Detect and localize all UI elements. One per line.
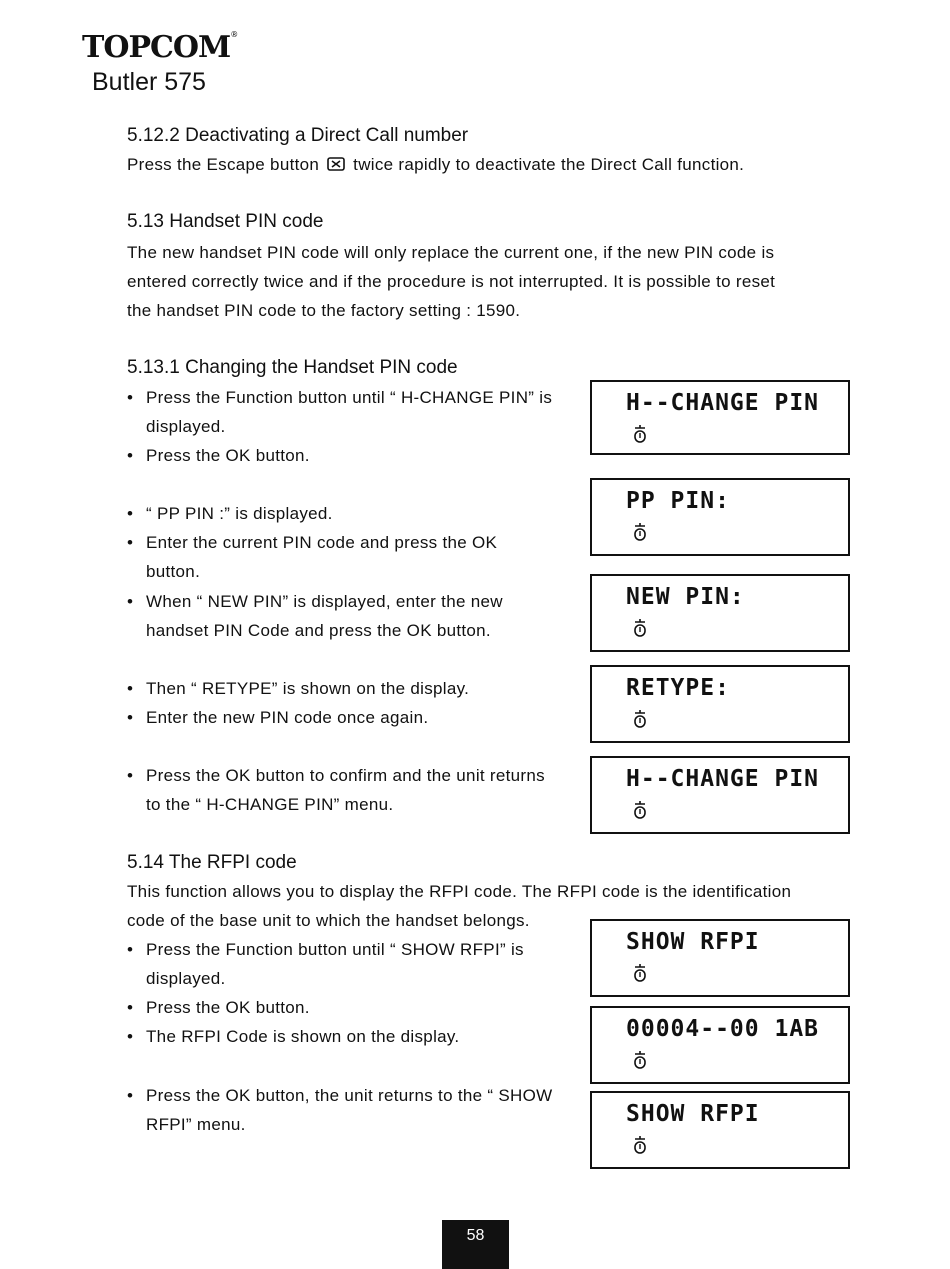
section-heading-5-13-1: 5.13.1 Changing the Handset PIN code — [127, 357, 458, 378]
bullet-item: • Press the OK button. — [127, 993, 586, 1022]
lcd-display — [590, 380, 850, 455]
bullet-item: • Press the OK button, the unit returns to the “ SHOW RFPI” menu. — [127, 1081, 556, 1139]
paragraph-line: the handset PIN code to the factory setting : 1590. — [127, 301, 521, 320]
handset-icon — [632, 1135, 648, 1155]
lcd-text: H--CHANGE PIN — [626, 766, 820, 792]
paragraph-pin-intro — [127, 238, 775, 325]
lcd-display — [590, 756, 850, 834]
handset-icon — [632, 800, 648, 820]
handset-icon — [632, 424, 648, 444]
lcd-display — [590, 1091, 850, 1169]
handset-icon — [632, 522, 648, 542]
bullet-item: • Press the OK button. — [127, 441, 586, 470]
lcd-text: 00004--00 1AB — [626, 1016, 820, 1042]
lcd-text: RETYPE: — [626, 675, 730, 701]
bullet-item: • When “ NEW PIN” is displayed, enter the new handset PIN Code and press the OK button. — [127, 587, 566, 645]
lcd-text: H--CHANGE PIN — [626, 390, 820, 416]
paragraph-escape — [127, 150, 744, 179]
lcd-display — [590, 574, 850, 652]
bullet-item: • Enter the current PIN code and press the OK button. — [127, 528, 521, 586]
lcd-text: SHOW RFPI — [626, 1101, 760, 1127]
handset-icon — [632, 709, 648, 729]
paragraph-rfpi-intro: This function allows you to display the RFPI code. The RFPI code is the identification — [127, 882, 792, 901]
escape-icon — [327, 156, 345, 172]
lcd-text: NEW PIN: — [626, 584, 745, 610]
page-number: 58 — [442, 1220, 509, 1269]
brand-logo: TOPCOM® — [82, 30, 238, 65]
paragraph-escape-pre: Press the Escape button — [127, 155, 325, 174]
lcd-display — [590, 1006, 850, 1084]
bullet-item: • Then “ RETYPE” is shown on the display. — [127, 674, 586, 703]
bullet-item: • Press the Function button until “ H-CHANGE PIN” is displayed. — [127, 383, 586, 441]
section-heading-5-14: 5.14 The RFPI code — [127, 852, 297, 873]
paragraph-rfpi-intro: code of the base unit to which the handset belongs. — [127, 911, 530, 930]
section-heading-5-13: 5.13 Handset PIN code — [127, 211, 324, 232]
bullet-item: • Enter the new PIN code once again. — [127, 703, 586, 732]
lcd-display — [590, 478, 850, 556]
bullet-item: • Press the Function button until “ SHOW RFPI” is displayed. — [127, 935, 566, 993]
paragraph-line: entered correctly twice and if the procedure is not interrupted. It is possible to reset — [127, 272, 776, 291]
handset-icon — [632, 1050, 648, 1070]
handset-icon — [632, 618, 648, 638]
paragraph-line: The new handset PIN code will only replace the current one, if the new PIN code is — [127, 243, 775, 262]
lcd-text: PP PIN: — [626, 488, 730, 514]
model-name: Butler 575 — [92, 68, 206, 96]
lcd-display — [590, 919, 850, 997]
bullet-item: • Press the OK button to confirm and the unit returns to the “ H-CHANGE PIN” menu. — [127, 761, 556, 819]
handset-icon — [632, 963, 648, 983]
paragraph-escape-post: twice rapidly to deactivate the Direct Call function. — [348, 155, 745, 174]
bullet-item: • “ PP PIN :” is displayed. — [127, 499, 586, 528]
lcd-display — [590, 665, 850, 743]
bullet-item: • The RFPI Code is shown on the display. — [127, 1022, 586, 1051]
section-heading-5-12-2: 5.12.2 Deactivating a Direct Call number — [127, 125, 469, 146]
lcd-text: SHOW RFPI — [626, 929, 760, 955]
